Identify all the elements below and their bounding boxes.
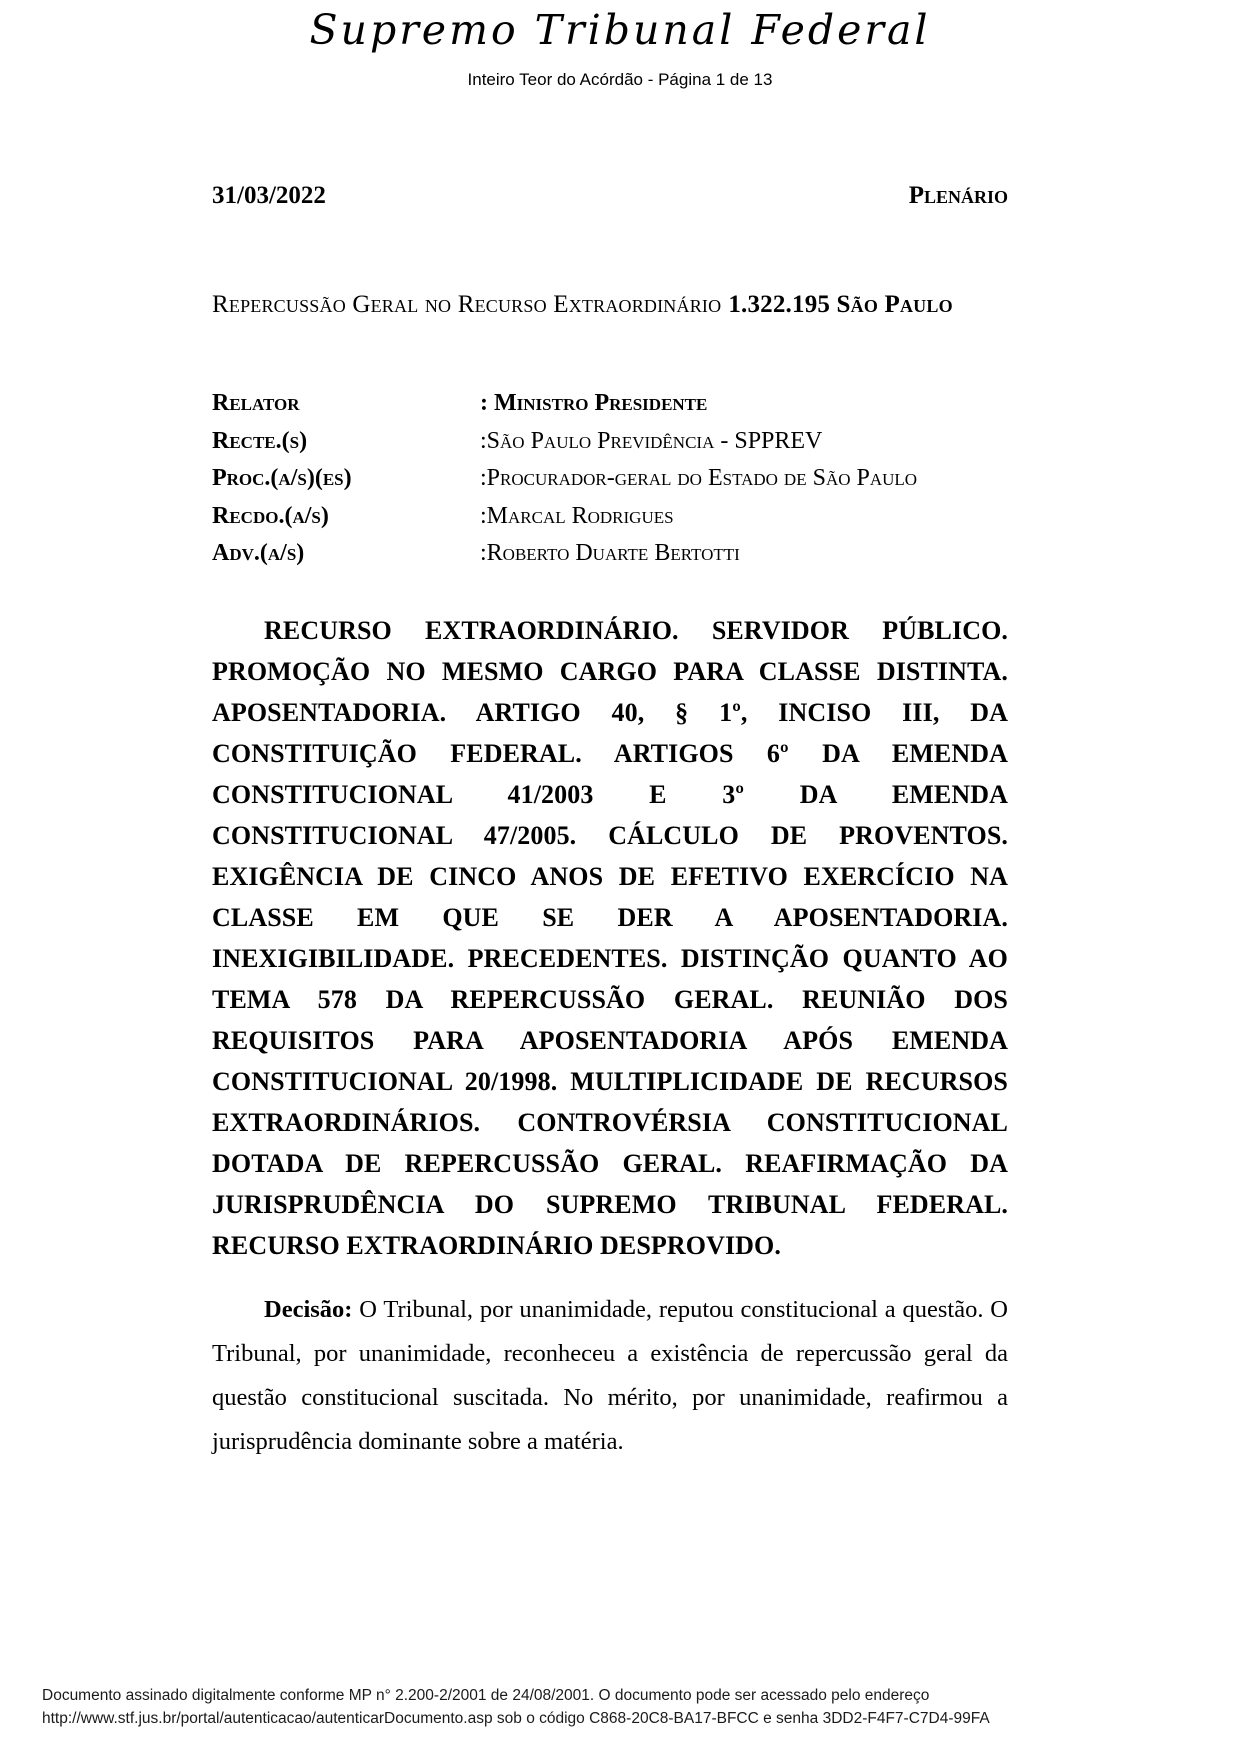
- case-title-text: Repercussão Geral no Recurso Extraordinário: [212, 291, 722, 318]
- digital-signature-notice: [42, 1684, 990, 1730]
- judgment-date: 31/03/2022: [212, 182, 326, 209]
- party-value: :Procurador-geral do Estado de São Paulo: [480, 465, 918, 491]
- party-value: :São Paulo Previdência - SPPREV: [480, 427, 823, 454]
- party-value: :Roberto Duarte Bertotti: [480, 540, 740, 566]
- party-value: :Marcal Rodrigues: [480, 502, 674, 529]
- signature-line-2: http://www.stf.jus.br/portal/autenticacao/autenticarDocumento.asp sob o código C868-20C8-BA17-BFCC e senha 3DD2-F4F7-C7D4-99FA: [42, 1710, 990, 1727]
- party-row: [212, 535, 1008, 573]
- party-row: [212, 460, 1008, 498]
- signature-line-1: Documento assinado digitalmente conforme MP n° 2.200-2/2001 de 24/08/2001. O documento pode ser acessado pelo endereço: [42, 1687, 930, 1704]
- party-row: [212, 498, 1008, 536]
- party-row: [212, 423, 1008, 461]
- session-label: Plenário: [908, 182, 1008, 209]
- decision-label: Decisão:: [264, 1296, 353, 1323]
- party-label: Proc.(a/s)(es): [212, 465, 352, 491]
- party-label: Recte.(s): [212, 427, 308, 454]
- headnote-paragraph: RECURSO EXTRAORDINÁRIO. SERVIDOR PÚBLICO. PROMOÇÃO NO MESMO CARGO PARA CLASSE DISTINTA. APOSENTADORIA. ARTIGO 40, § 1º, INCISO III, DA CONSTITUIÇÃO FEDERAL. ARTIGOS 6º DA EMENDA CONSTITUCIONAL 41/2003 E 3º DA EMENDA CONSTITUCIONAL 47/2005. CÁLCULO DE PROVENTOS. EXIGÊNCIA DE CINCO ANOS DE EFETIVO EXERCÍCIO NA CLASSE EM QUE SE DER A APOSENTADORIA. INEXIGIBILIDADE. PRECEDENTES. DISTINÇÃO QUANTO AO TEMA 578 DA REPERCUSSÃO GERAL. REUNIÃO DOS REQUISITOS PARA APOSENTADORIA APÓS EMENDA CONSTITUCIONAL 20/1998. MULTIPLICIDADE DE RECURSOS EXTRAORDINÁRIOS. CONTROVÉRSIA CONSTITUCIONAL DOTADA DE REPERCUSSÃO GERAL. REAFIRMAÇÃO DA JURISPRUDÊNCIA DO SUPREMO TRIBUNAL FEDERAL. RECURSO EXTRAORDINÁRIO DESPROVIDO.: [212, 616, 1008, 1260]
- decision-text: O Tribunal, por unanimidade, reputou constitucional a questão. O Tribunal, por unanimidade, reconheceu a existência de repercussão geral da questão constitucional suscitada. No mérito, por unanimidade, reafirmou a jurisprudência dominante sobre a matéria.: [212, 1296, 1008, 1455]
- page-indicator: Inteiro Teor do Acórdão - Página 1 de 13: [467, 70, 773, 89]
- party-row: [212, 385, 1008, 423]
- court-name: Supremo Tribunal Federal: [309, 6, 931, 54]
- party-label: Recdo.(a/s): [212, 502, 329, 529]
- case-title: [212, 285, 1008, 325]
- meta-row: [212, 182, 1008, 210]
- party-value: : Ministro Presidente: [480, 390, 708, 416]
- parties-block: [212, 385, 1008, 573]
- case-number: 1.322.195 São Paulo: [728, 291, 953, 318]
- party-label: Adv.(a/s): [212, 540, 305, 566]
- decision-paragraph: [212, 1288, 1008, 1464]
- party-label: Relator: [212, 390, 300, 416]
